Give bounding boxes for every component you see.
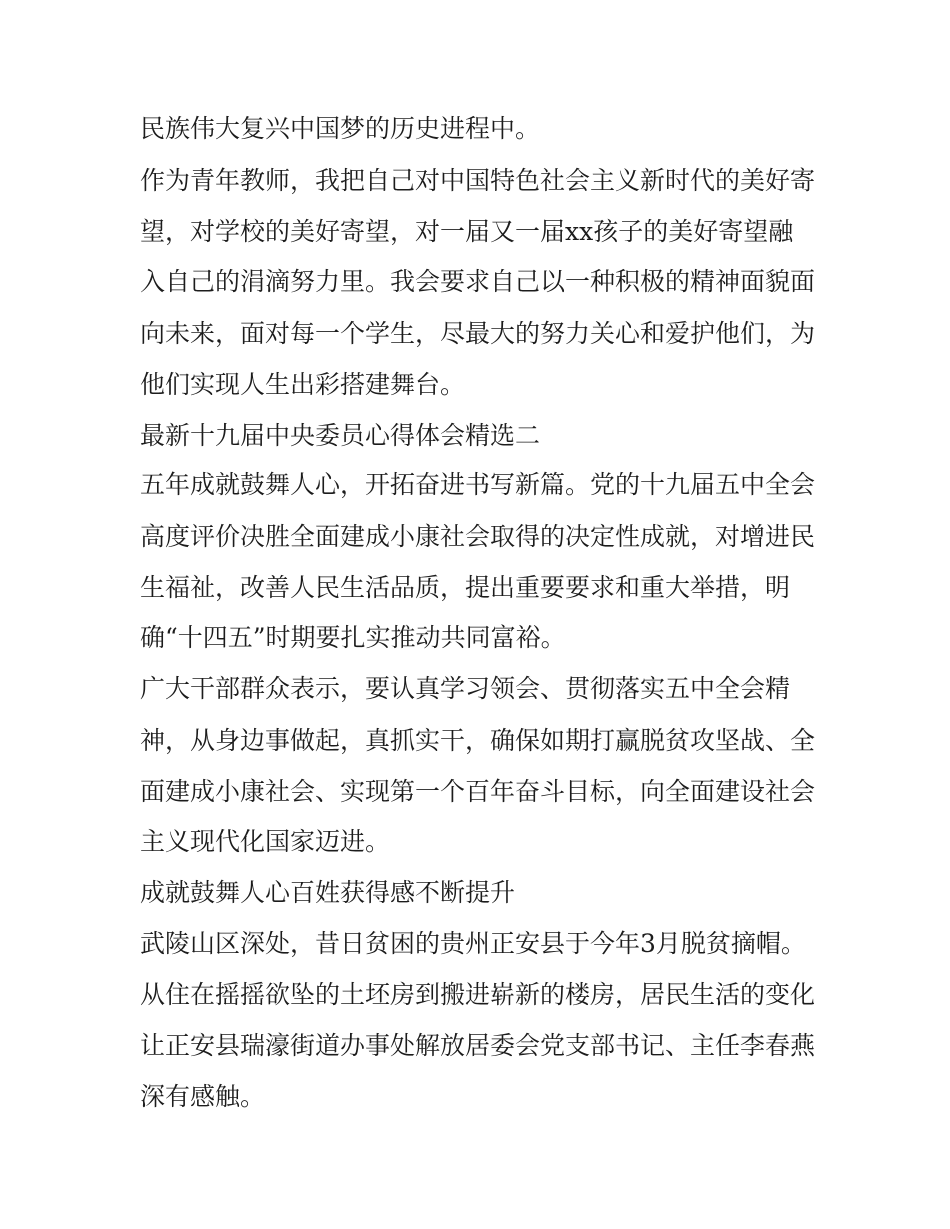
text-line: 生福祉，改善人民生活品质，提出重要要求和重大举措，明 [140, 573, 791, 602]
text-line: 武陵山区深处，昔日贫困的贵州正安县于今年3月脱贫摘帽。 [140, 929, 806, 958]
text-line: 高度评价决胜全面建成小康社会取得的决定性成就，对增进民 [140, 522, 816, 551]
text-line: 向未来，面对每一个学生，尽最大的努力关心和爱护他们，为 [140, 319, 816, 348]
section-heading: 成就鼓舞人心百姓获得感不断提升 [140, 878, 516, 907]
text-line: 五年成就鼓舞人心，开拓奋进书写新篇。党的十九届五中全会 [140, 470, 816, 499]
text-line: 面建成小康社会、实现第一个百年奋斗目标，向全面建设社会 [140, 777, 816, 806]
text-line: 让正安县瑞濠街道办事处解放居委会党支部书记、主任李春燕 [140, 1031, 816, 1060]
text-line: 作为青年教师，我把自己对中国特色社会主义新时代的美好寄 [140, 166, 816, 195]
text-line: 从住在摇摇欲坠的土坯房到搬进崭新的楼房，居民生活的变化 [140, 980, 816, 1009]
text-line: 确“十四五”时期要扎实推动共同富裕。 [140, 623, 566, 652]
text-line: 入自己的涓滴努力里。我会要求自己以一种积极的精神面貌面 [140, 267, 816, 296]
text-line: 深有感触。 [140, 1082, 266, 1111]
text-line: 广大干部群众表示，要认真学习领会、贯彻落实五中全会精 [140, 674, 791, 703]
section-heading: 最新十九届中央委员心得体会精选二 [140, 421, 541, 450]
text-line: 民族伟大复兴中国梦的历史进程中。 [140, 114, 541, 143]
text-line: 他们实现人生出彩搭建舞台。 [140, 370, 466, 399]
text-line: 主义现代化国家迈进。 [140, 827, 391, 856]
text-line: 神，从身边事做起，真抓实干，确保如期打赢脱贫攻坚战、全 [140, 726, 816, 755]
text-line: 望，对学校的美好寄望，对一届又一届xx孩子的美好寄望融 [140, 217, 794, 246]
